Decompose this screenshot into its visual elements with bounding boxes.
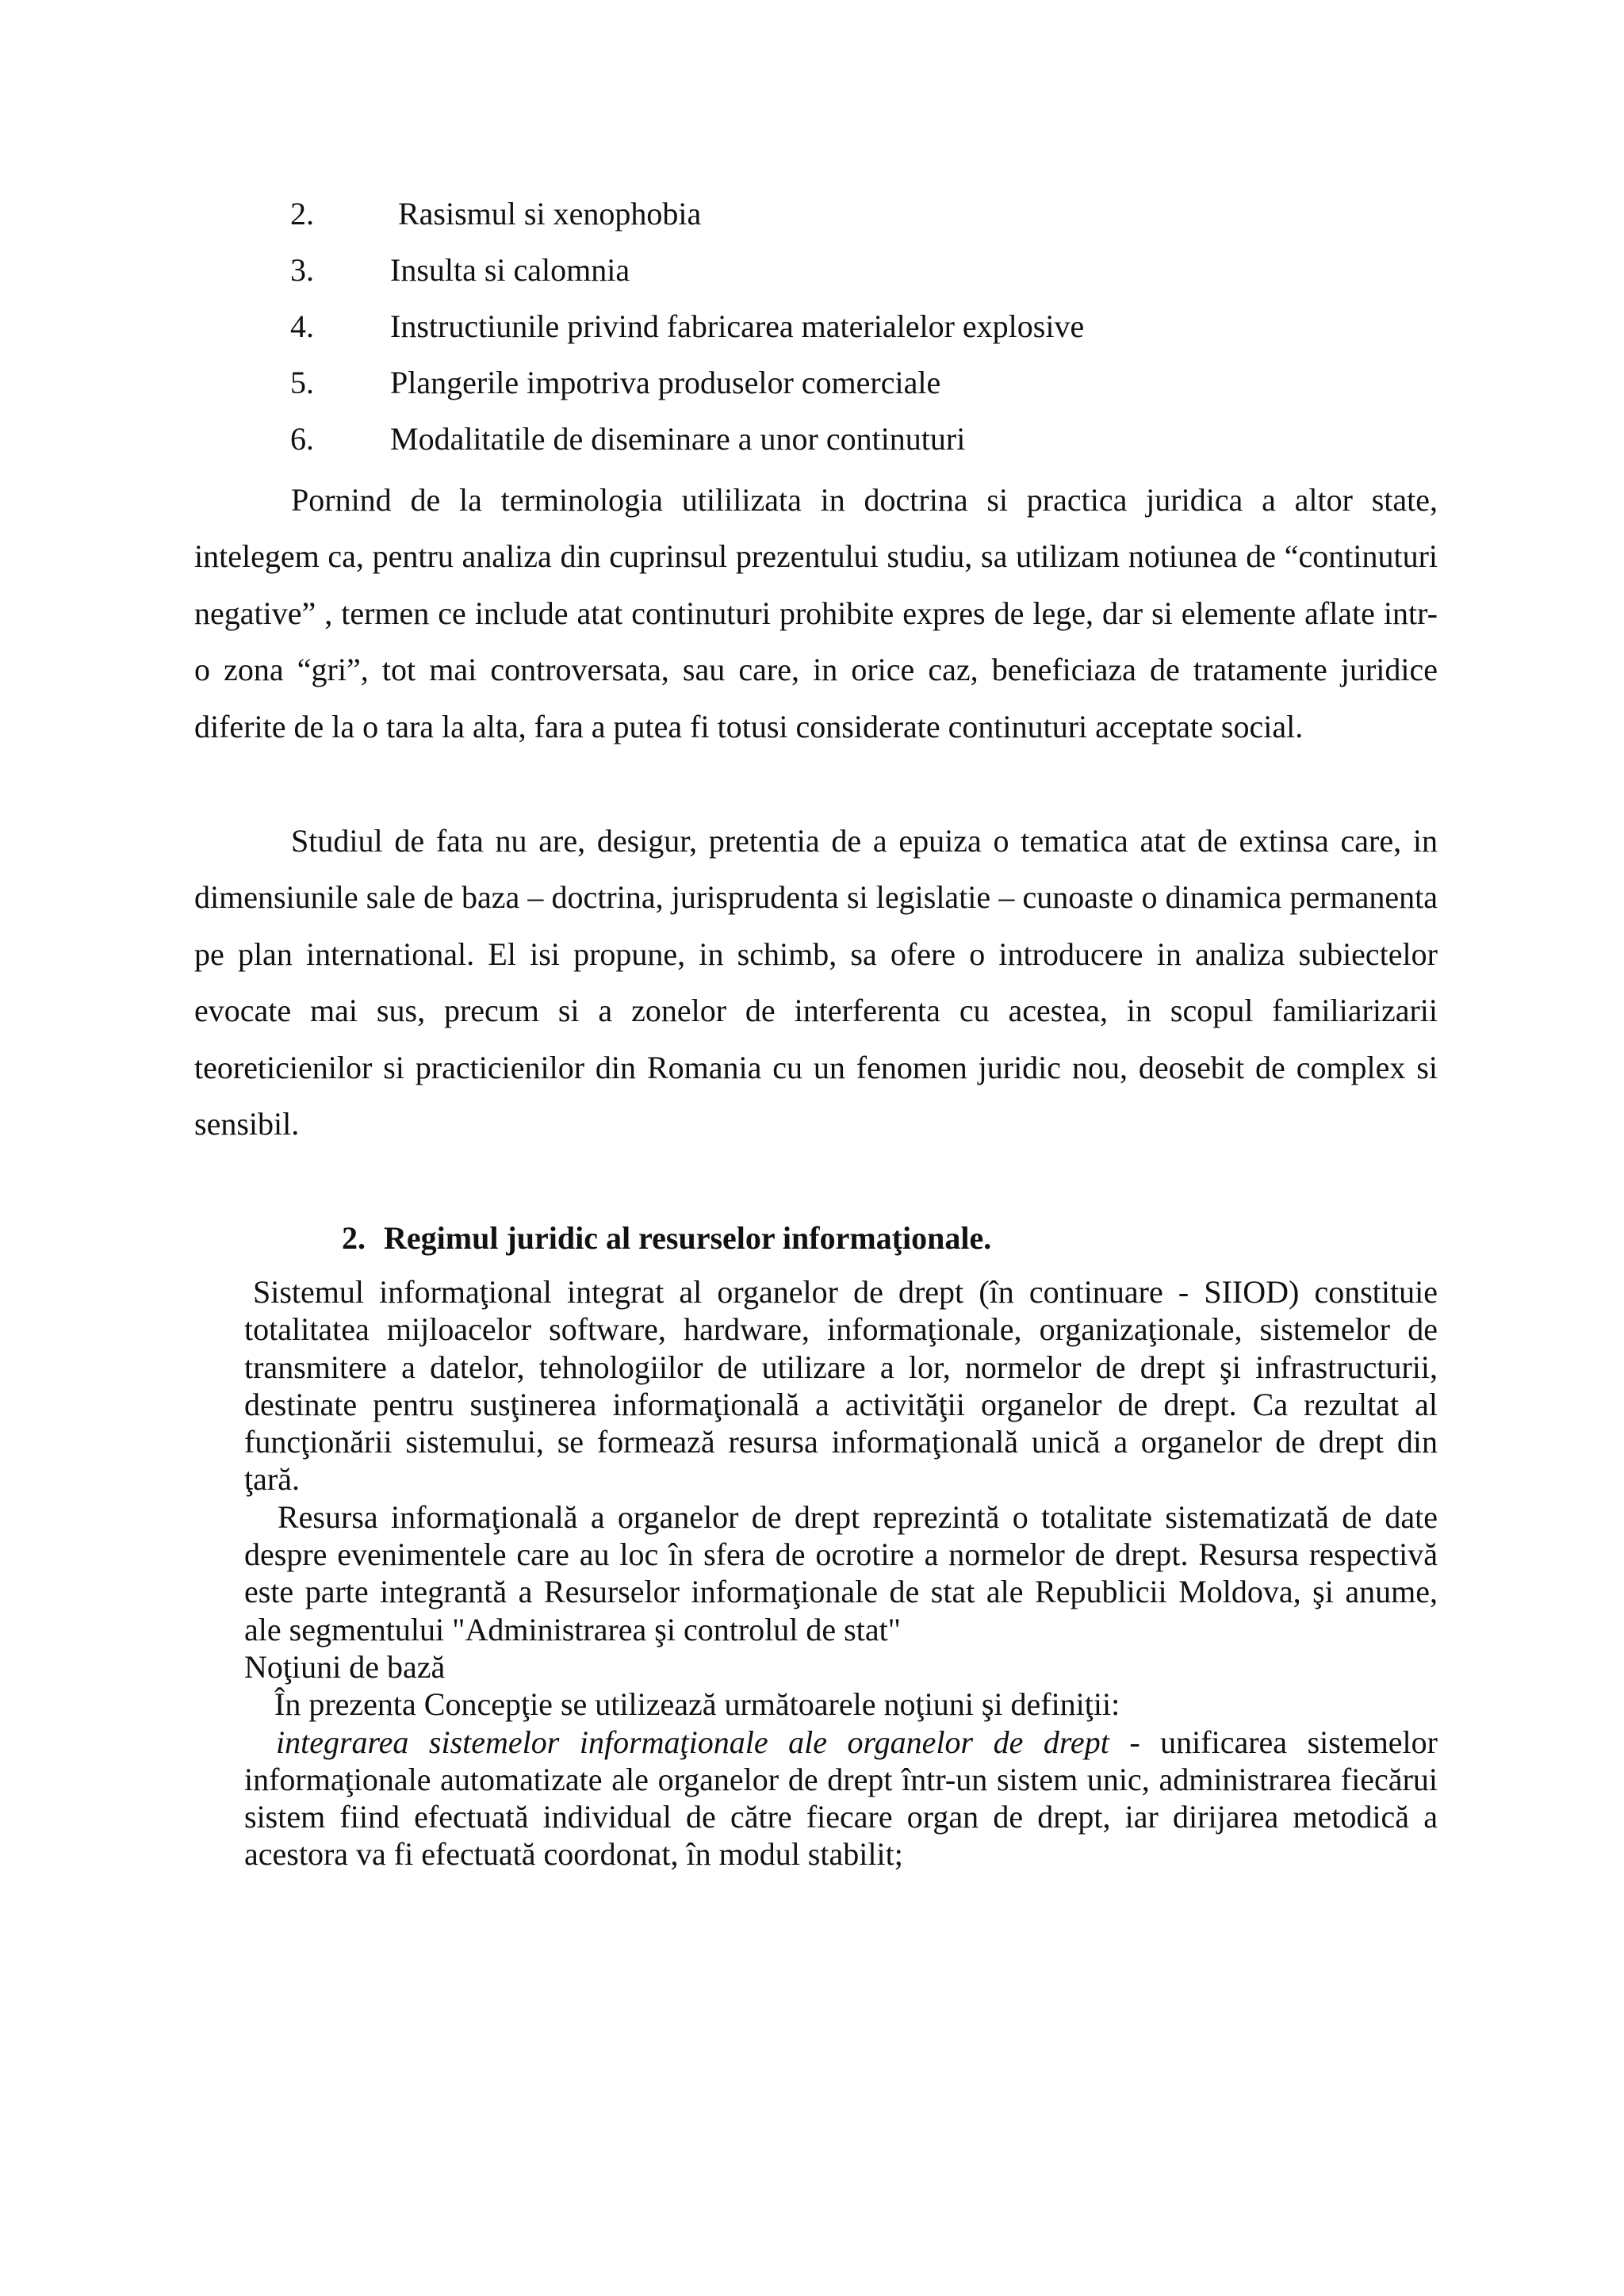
paragraph-definitions-intro: În prezenta Concepţie se utilizează următoarele noţiuni şi definiţii:: [274, 1686, 1120, 1723]
list-item: [290, 415, 1084, 472]
list-item-text: Plangerile impotriva produselor comerciale: [390, 365, 941, 400]
list-item-text: Modalitatile de diseminare a unor continuturi: [390, 421, 966, 457]
list-item-text: Rasismul si xenophobia: [390, 196, 702, 232]
section-heading-text: Regimul juridic al resurselor informaţionale.: [384, 1220, 992, 1256]
paragraph-definition: [244, 1724, 1438, 1873]
paragraph-study-scope: Studiul de fata nu are, desigur, pretentia de a epuiza o tematica atat de extinsa care, in dimensiunile sale de baza – doctrina, jurisprudenta si legislatie – cunoaste o dinamica permanenta pe plan international. El isi propune, in schimb, sa ofere o introducere in analiza subiectelor evocate mai sus, precum si a zonelor de interferenta cu acestea, in scopul familiarizarii teoreticienilor si practicienilor din Romania cu un fenomen juridic nou, deosebit de complex si sensibil.: [194, 823, 1438, 1142]
paragraph-information-resource: Resursa informaţională a organelor de drept reprezintă o totalitate sistematizată de date despre evenimentele care au loc în sfera de ocrotire a normelor de drept. Resursa respectivă este parte integrantă a Resurselor informaţionale de stat ale Republicii Moldova, şi anume, ale segmentului "Administrarea şi controlul de stat": [244, 1498, 1438, 1647]
list-item: [290, 359, 1084, 415]
list-item: [290, 247, 1084, 303]
list-item-text: Instructiunile privind fabricarea materialelor explosive: [390, 308, 1085, 344]
list-item-number: 5.: [290, 365, 314, 400]
paragraph-siiod: Sistemul informaţional integrat al organelor de drept (în continuare - SIIOD) constituie totalitatea mijloacelor software, hardware, informaţionale, organizaţionale, sistemelor de transmitere a datelor, tehnologiilor de utilizare a lor, normelor de drept şi infrastructurii, destinate pentru susţinerea informaţională a activităţii organelor de drept. Ca rezultat al funcţionării sistemului, se formează resursa informaţională unică a organelor de drept din ţară.: [244, 1274, 1438, 1498]
section-body: [244, 1273, 1438, 1873]
definition-text: - unificarea sistemelor informaţionale automatizate ale organelor de drept într-un sistem unic, administrarea fiecărui sistem fiind efectuată individual de către fiecare organ de drept, iar dirijarea metodică a acestora va fi efectuată coordonat, în modul stabilit;: [244, 1724, 1438, 1873]
section-heading: [342, 1219, 991, 1258]
list-item: [290, 303, 1084, 359]
list-item-number: 2.: [290, 196, 314, 232]
paragraph-terminology: Pornind de la terminologia utililizata in doctrina si practica juridica a altor state, intelegem ca, pentru analiza din cuprinsul prezentului studiu, sa utilizam notiunea de “continuturi negative” , termen ce include atat continuturi prohibite expres de lege, dar si elemente aflate intr-o zona “gri”, tot mai controversata, sau care, in orice caz, beneficiaza de tratamente juridice diferite de la o tara la alta, fara a putea fi totusi considerate continuturi acceptate social.: [194, 482, 1438, 744]
list-item-number: 6.: [290, 421, 314, 457]
list-item-number: 4.: [290, 308, 314, 344]
list-item: [290, 190, 1084, 247]
subheading-basic-notions: Noţiuni de bază: [244, 1648, 446, 1685]
list-item-text: Insulta si calomnia: [390, 252, 630, 288]
section-heading-number: 2.: [342, 1220, 366, 1256]
list-item-number: 3.: [290, 252, 314, 288]
numbered-list: [290, 190, 1084, 472]
definition-term: integrarea sistemelor informaţionale ale organelor de drept: [276, 1724, 1109, 1760]
